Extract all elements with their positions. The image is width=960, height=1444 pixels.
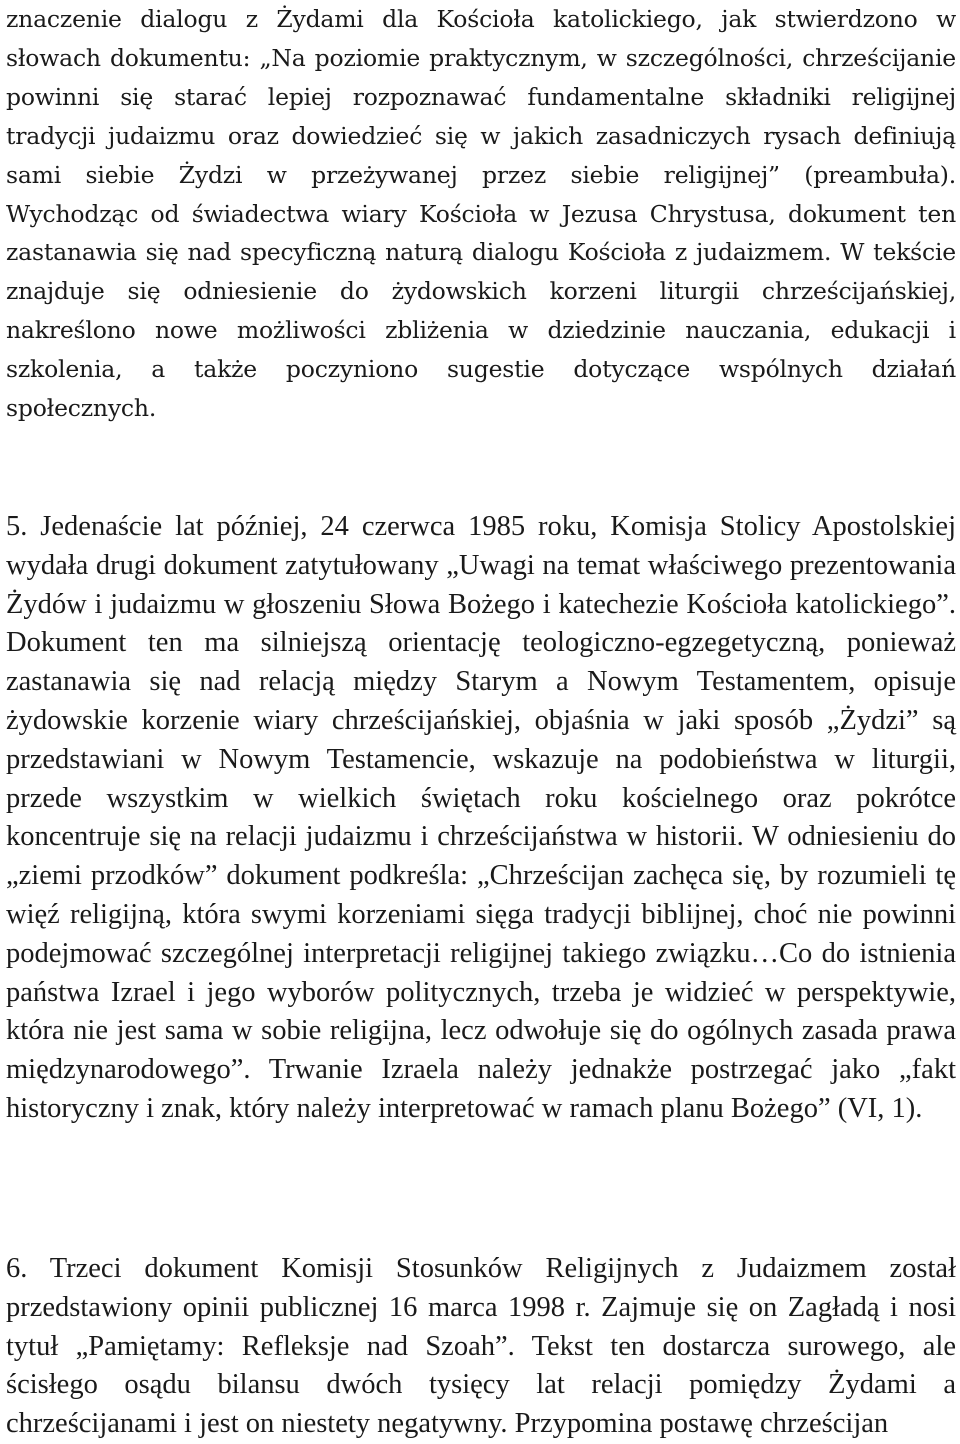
paragraph-6: 6. Trzeci dokument Komisji Stosunków Religijnych z Judaizmem został przedstawiony opinii publicznej 16 marca 1998 r. Zajmuje się on Zagładą i nosi tytuł „Pamiętamy: Refleksje nad Szoah”. Tekst ten dostarcza surowego, ale ścisłego osądu bilansu dwóch tysięcy lat relacji pomiędzy Żydami a chrześcijanami i jest on niestety negatywny. Przypomina postawę chrześcijan [6, 1253, 956, 1440]
paragraph-5: 5. Jedenaście lat później, 24 czerwca 1985 roku, Komisja Stolicy Apostolskiej wydała drugi dokument zatytułowany „Uwagi na temat właściwego prezentowania Żydów i judaizmu w głoszeniu Słowa Bożego i katechezie Kościoła katolickiego”. Dokument ten ma silniejszą orientację teologiczno-egzegetyczną, ponieważ zastanawia się nad relacją między Starym a Nowym Testamentem, opisuje żydowskie korzenie wiary chrześcijańskiej, objaśnia w jaki sposób „Żydzi” są przedstawiani w Nowym Testamencie, wskazuje na podobieństwa w liturgii, przede wszystkim w wielkich świętach roku kościelnego oraz pokrótce koncentruje się na relacji judaizmu i chrześcijaństwa w historii. W odniesieniu do „ziemi przodków” dokument podkreśla: „Chrześcijan zachęca się, by rozumieli tę więź religijną, która swymi korzeniami sięga tradycji biblijnej, choć nie powinni podejmować szczególnej interpretacji religijnej takiego związku…Co do istnienia państwa Izrael i jego wyborów politycznych, trzeba je widzieć w perspektywie, która nie jest sama w sobie religijna, lecz odwołuje się do ogólnych zasada prawa międzynarodowego”. Trwanie Izraela należy jednakże postrzegać jako „fakt historyczny i znak, który należy interpretować w ramach planu Bożego” (VI, 1). [6, 511, 956, 1124]
paragraph-intro: znaczenie dialogu z Żydami dla Kościoła katolickiego, jak stwierdzono w słowach dokumentu: „Na poziomie praktycznym, w szczególności, chrześcijanie powinni się starać lepiej rozpoznawać fundamentalne składniki religijnej tradycji judaizmu oraz dowiedzieć się w jakich zasadniczych rysach definiują sami siebie Żydzi w przeżywanej przez siebie religijnej” (preambuła). Wychodząc od świadectwa wiary Kościoła w Jezusa Chrystusa, dokument ten zastanawia się nad specyficzną naturą dialogu Kościoła z judaizmem. W tekście znajduje się odniesienie do żydowskich korzeni liturgii chrześcijańskiej, nakreślono nowe możliwości zbliżenia w dziedzinie nauczania, edukacji i szkolenia, a także poczyniono sugestie dotyczące wspólnych działań społecznych. [6, 5, 956, 423]
